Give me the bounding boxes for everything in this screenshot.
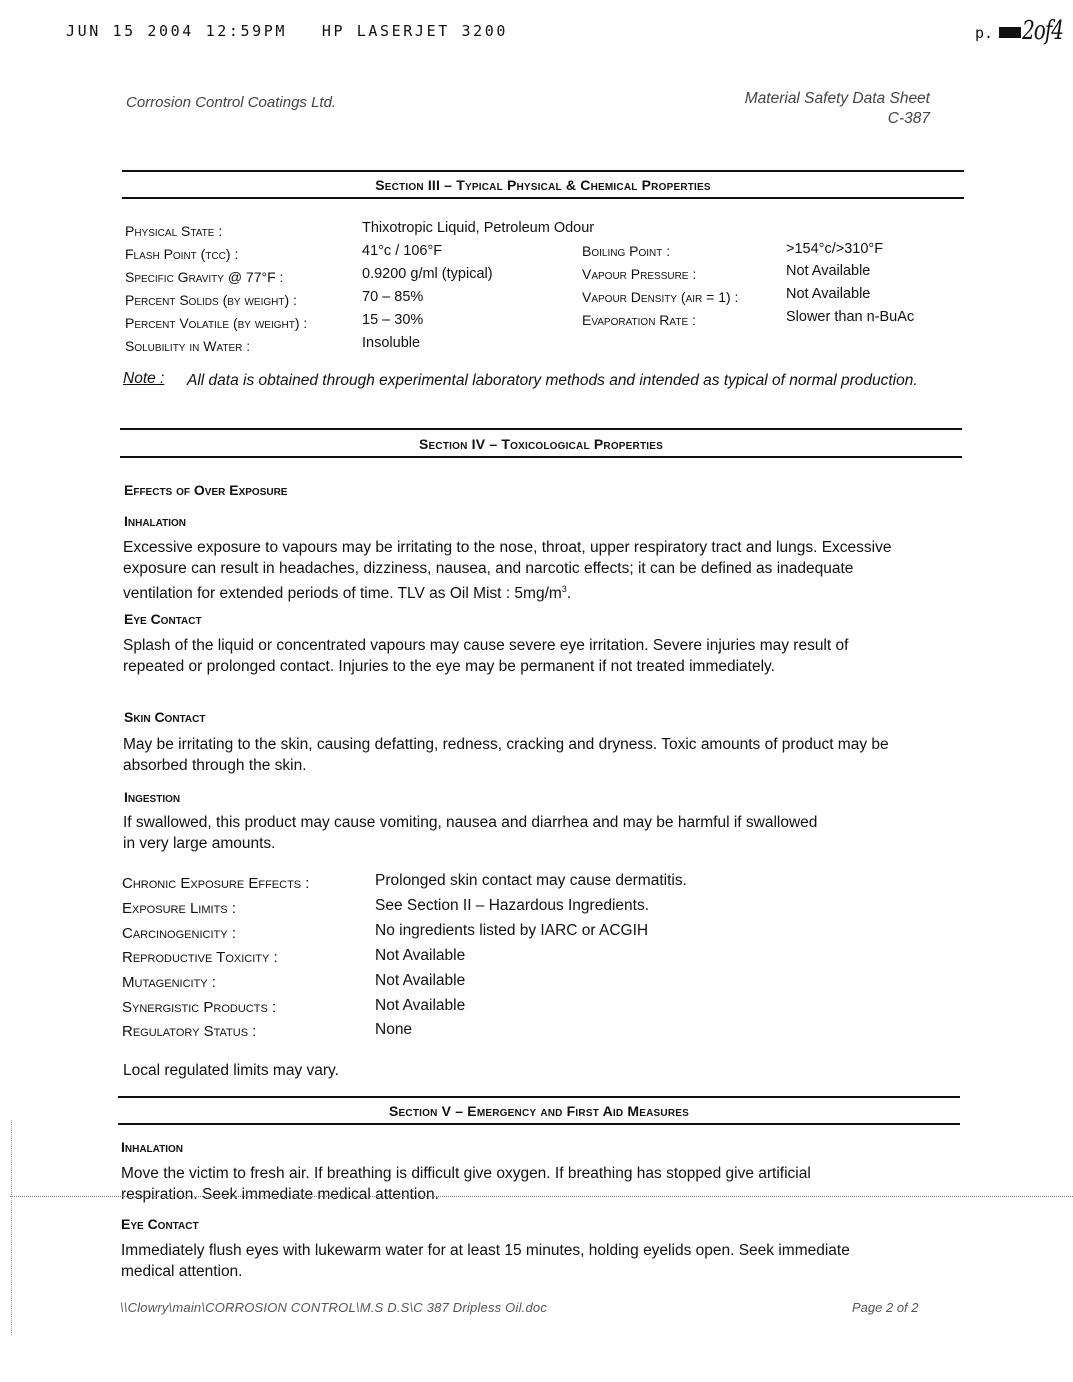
fax-device: HP LASERJET 3200 [321, 22, 508, 40]
document-title-block [745, 89, 930, 129]
subsection-text [123, 537, 893, 604]
subsection-text: May be irritating to the skin, causing defatting, redness, cracking and dryness. Toxic amounts of product may be absorbed through the skin. [123, 736, 889, 774]
prop-label: Specific Gravity @ 77°F : [125, 269, 284, 285]
section-rule-top [120, 428, 962, 430]
subsection-heading: Skin Contact [124, 709, 206, 725]
section-rule-bottom [118, 1123, 960, 1125]
section-5-title: Section V – Emergency and First Aid Measures [389, 1103, 689, 1119]
tox-label: Regulatory Status : [122, 1023, 257, 1040]
prop-label: Vapour Pressure : [582, 266, 697, 282]
inhalation-text: Excessive exposure to vapours may be irritating to the nose, throat, upper respiratory tract and lungs. Excessive exposure can result in headaches, dizziness, nausea, and narcotic effects; it can be defined as inadequate ventilation for extended periods of time. TLV as Oil Mist : 5mg/m [123, 539, 892, 603]
subsection-heading: Inhalation [124, 513, 187, 529]
prop-label: Vapour Density (air = 1) : [582, 289, 739, 305]
document-code: C-387 [887, 110, 930, 127]
section-rule-bottom [122, 197, 964, 199]
prop-label: Percent Solids (by weight) : [125, 292, 297, 308]
tox-value: Prolonged skin contact may cause dermatitis. [375, 872, 687, 889]
tox-label: Reproductive Toxicity : [122, 949, 278, 966]
prop-label: Boiling Point : [582, 243, 671, 259]
document-title: Material Safety Data Sheet [744, 90, 930, 107]
section-3-title: Section III – Typical Physical & Chemical Properties [375, 177, 711, 193]
tox-label: Chronic Exposure Effects : [122, 875, 310, 892]
sentence-end: . [566, 585, 572, 603]
prop-value: >154°c/>310°F [786, 241, 884, 257]
subsection-text: Splash of the liquid or concentrated vapours may cause severe eye irritation. Severe injuries may result of repeated or prolonged contact. Injuries to the eye may be permanent if not treated immediately. [123, 637, 849, 675]
tox-value: See Section II – Hazardous Ingredients. [375, 897, 649, 914]
closing-note: Local regulated limits may vary. [123, 1062, 339, 1079]
tox-label: Synergistic Products : [122, 999, 277, 1016]
tox-value: Not Available [375, 997, 466, 1014]
section-rule-bottom [120, 456, 962, 458]
note-text: All data is obtained through experimental laboratory methods and intended as typical of normal production. [187, 372, 918, 389]
handwritten-page-number: 2of4 [1022, 14, 1063, 46]
footer-file-path: \\Clowry\main\CORROSION CONTROL\M.S D.S\C 387 Dripless Oil.doc [120, 1300, 548, 1315]
scan-artifact-line [11, 1120, 12, 1335]
subsection-heading: Eye Contact [121, 1216, 199, 1232]
section-4-header [120, 436, 962, 456]
prop-label: Physical State : [125, 223, 223, 239]
fax-header [66, 22, 508, 40]
tox-label: Exposure Limits : [122, 900, 236, 917]
prop-value: 41°c / 106°F [362, 243, 443, 259]
prop-label: Solubility in Water : [125, 338, 251, 354]
note-label: Note : [123, 370, 165, 387]
section-4-title: Section IV – Toxicological Properties [419, 436, 663, 452]
tox-value: Not Available [375, 947, 466, 964]
fax-page-mark [975, 14, 1063, 46]
prop-label: Flash Point (tcc) : [125, 246, 239, 262]
prop-value: Not Available [786, 286, 871, 302]
subsection-heading: Eye Contact [124, 611, 202, 627]
company-name: Corrosion Control Coatings Ltd. [126, 94, 337, 111]
prop-value: 70 – 85% [362, 289, 424, 305]
prop-label: Percent Volatile (by weight) : [125, 315, 308, 331]
subsection-text: If swallowed, this product may cause vomiting, nausea and diarrhea and may be harmful if swallowed in very large amounts. [123, 814, 818, 852]
prop-value: Insoluble [362, 335, 421, 351]
prop-value: Thixotropic Liquid, Petroleum Odour [362, 220, 595, 236]
section-rule-top [122, 170, 964, 172]
redaction-mark [999, 27, 1021, 38]
superscript: 3 [561, 584, 567, 594]
prop-value: Not Available [786, 263, 871, 279]
effects-heading: Effects of Over Exposure [124, 482, 288, 498]
section-5-header [118, 1103, 960, 1123]
scan-artifact-line [10, 1196, 1073, 1197]
subsection-heading: Ingestion [124, 789, 181, 805]
fax-timestamp: JUN 15 2004 12:59PM [66, 22, 287, 40]
prop-label: Evaporation Rate : [582, 312, 696, 328]
subsection-heading: Inhalation [121, 1139, 184, 1155]
tox-value: No ingredients listed by IARC or ACGIH [375, 922, 649, 939]
tox-label: Carcinogenicity : [122, 925, 236, 942]
tox-label: Mutagenicity : [122, 974, 216, 991]
subsection-text: Immediately flush eyes with lukewarm water for at least 15 minutes, holding eyelids open. Seek immediate medical attention. [121, 1242, 850, 1280]
tox-value: Not Available [375, 972, 466, 989]
prop-value: 0.9200 g/ml (typical) [362, 266, 493, 282]
tox-value: None [375, 1021, 413, 1038]
section-3-header [122, 177, 964, 197]
subsection-text: Move the victim to fresh air. If breathing is difficult give oxygen. If breathing has stopped give artificial respiration. Seek immediate medical attention. [121, 1165, 811, 1203]
footer-page-number: Page 2 of 2 [852, 1300, 919, 1315]
prop-value: 15 – 30% [362, 312, 424, 328]
page-prefix: p. [975, 24, 994, 42]
section-rule-top [118, 1096, 960, 1098]
prop-value: Slower than n-BuAc [786, 309, 915, 325]
note [123, 370, 943, 388]
